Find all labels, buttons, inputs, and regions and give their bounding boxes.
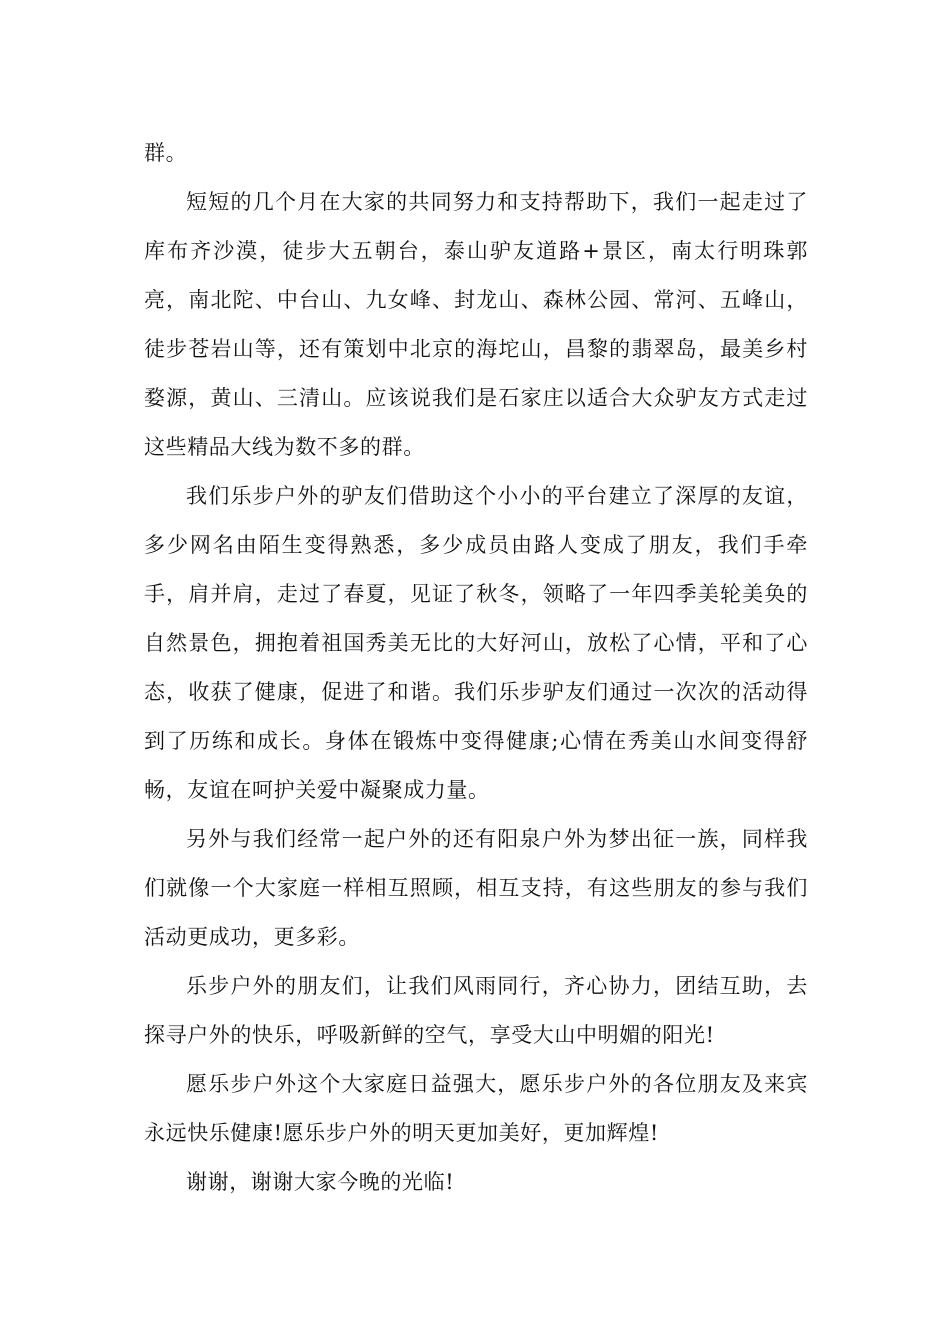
paragraph: 愿乐步户外这个大家庭日益强大，愿乐步户外的各位朋友及来宾永远快乐健康!愿乐步户外的明天更加美好，更加辉煌! bbox=[144, 1072, 808, 1145]
paragraph: 短短的几个月在大家的共同努力和支持帮助下，我们一起走过了库布齐沙漠，徒步大五朝台，泰山驴友道路+景区，南太行明珠郭亮，南北陀、中台山、九女峰、封龙山、森林公园、常河、五峰山，徒步苍岩山等，还有策划中北京的海坨山，昌黎的翡翠岛，最美乡村婺源，黄山、三清山。应该说我们是石家庄以适合大众驴友方式走过这些精品大线为数不多的群。 bbox=[144, 190, 808, 459]
paragraph: 另外与我们经常一起户外的还有阳泉户外为梦出征一族，同样我们就像一个大家庭一样相互照顾，相互支持，有这些朋友的参与我们活动更成功，更多彩。 bbox=[144, 827, 808, 949]
closing-line: 谢谢，谢谢大家今晚的光临! bbox=[186, 1170, 455, 1194]
paragraph: 我们乐步户外的驴友们借助这个小小的平台建立了深厚的友谊，多少网名由陌生变得熟悉，多少成员由路人变成了朋友，我们手牵手，肩并肩，走过了春夏，见证了秋冬，领略了一年四季美轮美奂的自然景色，拥抱着祖国秀美无比的大好河山，放松了心情，平和了心态，收获了健康，促进了和谐。我们乐步驴友们通过一次次的活动得到了历练和成长。身体在锻炼中变得健康;心情在秀美山水间变得舒畅，友谊在呵护关爱中凝聚成力量。 bbox=[144, 484, 808, 802]
paragraph-continuation: 群。 bbox=[144, 141, 188, 165]
document-body bbox=[144, 129, 808, 1207]
paragraph: 乐步户外的朋友们，让我们风雨同行，齐心协力，团结互助，去探寻户外的快乐，呼吸新鲜的空气，享受大山中明媚的阳光! bbox=[144, 974, 808, 1047]
